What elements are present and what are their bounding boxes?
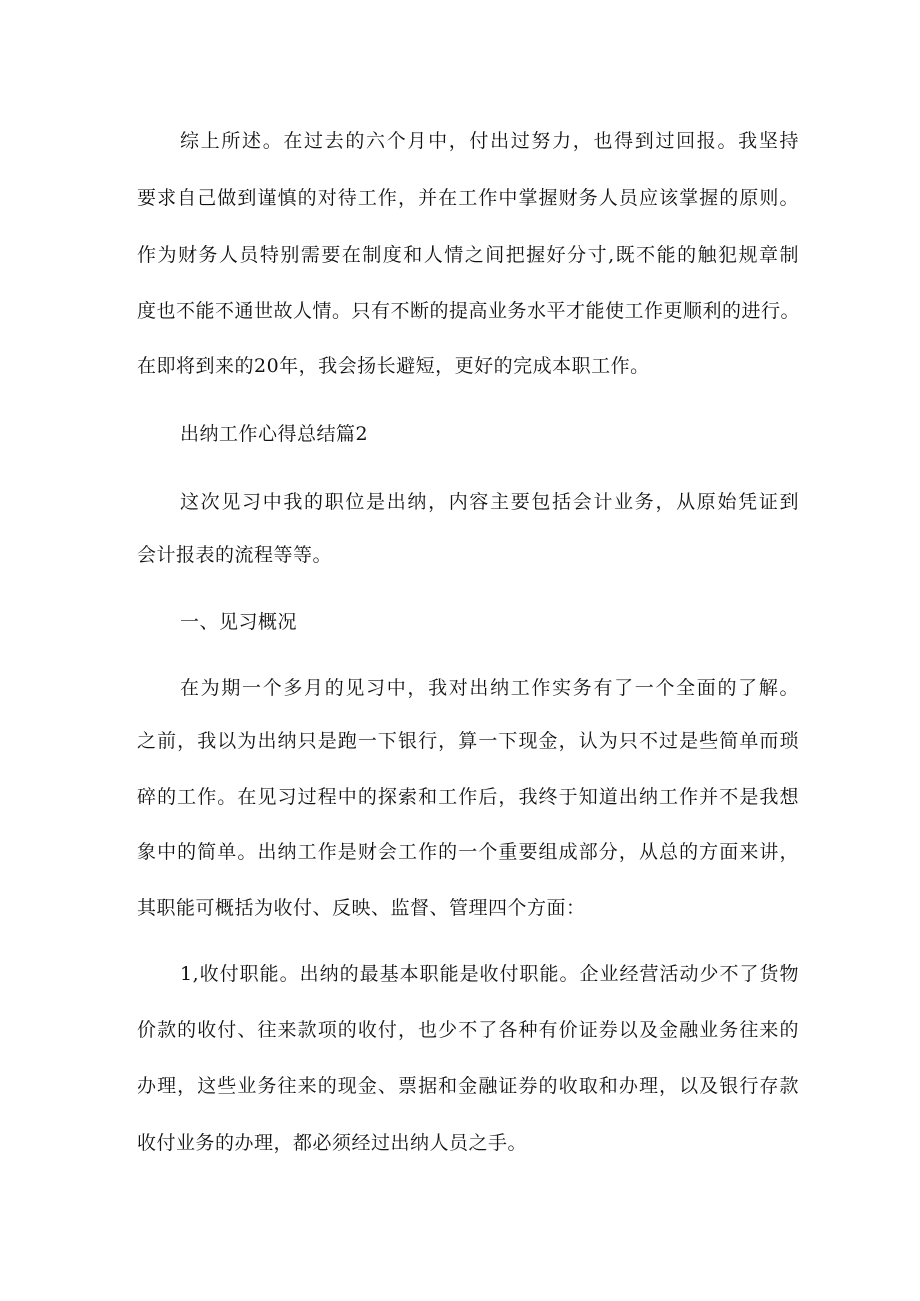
section-heading: 出纳工作心得总结篇2 <box>180 423 369 445</box>
paragraph-line: 在为期一个多月的见习中，我对出纳工作实务有了一个全面的了解。 <box>180 677 799 699</box>
paragraph-line: 象中的简单。出纳工作是财会工作的一个重要组成部分，从总的方面来讲， <box>137 841 799 863</box>
paragraph-line: 作为财务人员特别需要在制度和人情之间把握好分寸,既不能的触犯规章制 <box>137 244 799 266</box>
paragraph-line: 综上所述。在过去的六个月中，付出过努力，也得到过回报。我坚持 <box>180 130 799 152</box>
paragraph-line: 其职能可概括为收付、反映、监督、管理四个方面： <box>137 897 586 919</box>
numbered-item-line: 1,收付职能。出纳的最基本职能是收付职能。企业经营活动少不了货物 <box>180 963 799 985</box>
paragraph-line: 之前，我以为出纳只是跑一下银行，算一下现金，认为只不过是些简单而琐 <box>137 730 799 752</box>
paragraph-line: 在即将到来的20年，我会扬长避短，更好的完成本职工作。 <box>137 355 650 377</box>
paragraph-line: 价款的收付、往来款项的收付，也少不了各种有价证券以及金融业务往来的 <box>137 1019 799 1041</box>
paragraph-line: 办理，这些业务往来的现金、票据和金融证券的收取和办理，以及银行存款 <box>137 1075 799 1097</box>
paragraph-line: 碎的工作。在见习过程中的探索和工作后，我终于知道出纳工作并不是我想 <box>137 786 799 808</box>
paragraph-line: 这次见习中我的职位是出纳，内容主要包括会计业务，从原始凭证到 <box>180 491 799 513</box>
subsection-heading: 一、见习概况 <box>180 611 298 633</box>
paragraph-line: 度也不能不通世故人情。只有不断的提高业务水平才能使工作更顺利的进行。 <box>137 300 801 322</box>
paragraph-line: 要求自己做到谨慎的对待工作，并在工作中掌握财务人员应该掌握的原则。 <box>137 187 799 209</box>
paragraph-line: 会计报表的流程等等。 <box>137 544 333 566</box>
paragraph-line: 收付业务的办理，都必须经过出纳人员之手。 <box>137 1132 528 1154</box>
